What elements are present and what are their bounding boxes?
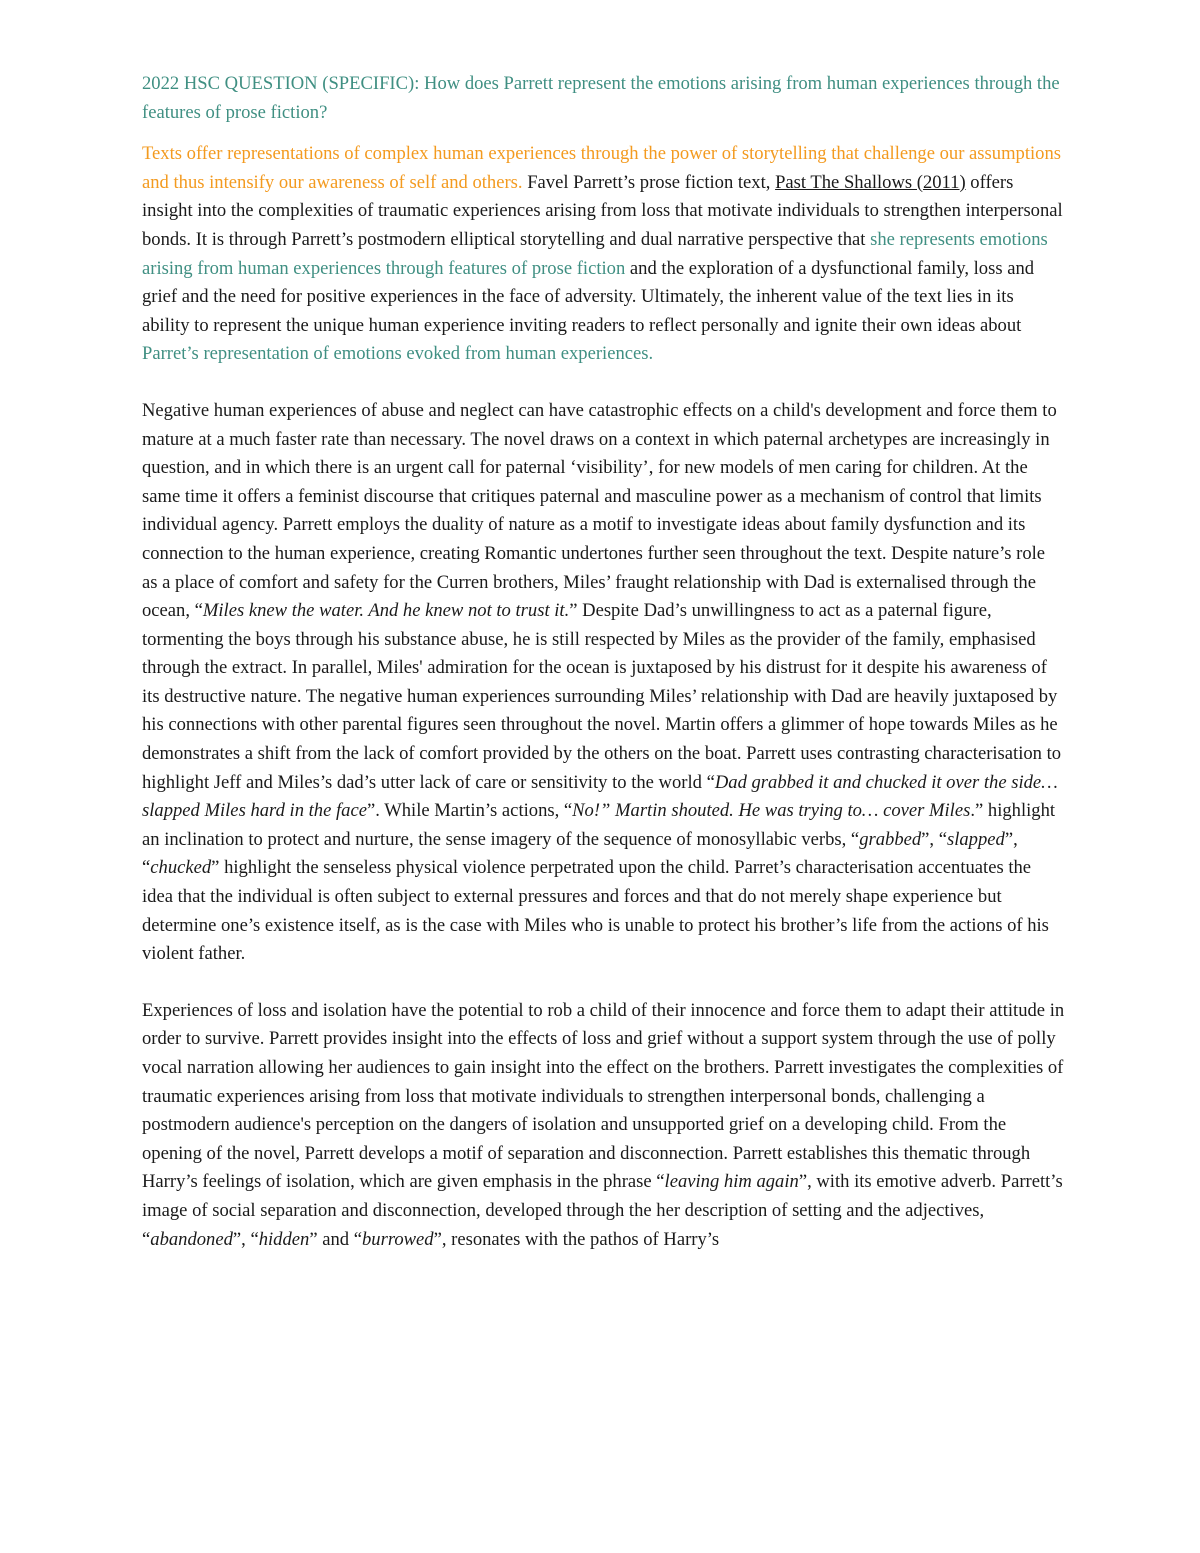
intro-sentence-3: and the exploration of a dysfunctional family, loss and grief and the need for positive experiences in the face of adversity. Ultimately, the inherent value of the text lies in its ability to represent the unique human experience inviting readers to reflect personally and ignite their own ideas about [142, 257, 1035, 336]
body1-text-7: ” highlight the senseless physical violence perpetrated upon the child. Parret’s characterisation accentuates the idea that the individual is often subject to external pressures and forces and that do not merely shape experience but determine one’s existence itself, as is the case with Miles who is unable to protect his brother’s life from the actions of his violent father. [142, 857, 1049, 965]
body2-text-5: ”, resonates with the pathos of Harry’s [433, 1228, 720, 1250]
essay-question: 2022 HSC QUESTION (SPECIFIC): How does Parrett represent the emotions arising from human experiences through the features of prose fiction? [142, 73, 1060, 123]
body2-text-4: ” and “ [309, 1228, 362, 1250]
body2-text-2: ”, with its emotive adverb. Parrett’s image of social separation and disconnection, developed through the her description of setting and the adjectives, “ [142, 1171, 1063, 1250]
body2-quote-4: burrowed [361, 1228, 434, 1250]
body1-text-6: ”, “ [142, 828, 1018, 879]
body2-quote-3: hidden [258, 1228, 310, 1250]
body-paragraph-2 [142, 997, 1065, 1254]
question-highlight-1: she represents emotions arising from human experiences through features of prose fiction [142, 228, 1048, 279]
body2-text-1: Experiences of loss and isolation have the potential to rob a child of their innocence and force them to adapt their attitude in order to survive. Parrett provides insight into the effects of loss and grief without a support system through the use of polly vocal narration allowing her audiences to gain insight into the effect on the brothers. Parrett investigates the complexities of traumatic experiences arising from loss that motivate individuals to strengthen interpersonal bonds, challenging a postmodern audience's perception on the dangers of isolation and unsupported grief on a developing child. From the opening of the novel, Parrett develops a motif of separation and disconnection. Parrett establishes this thematic through Harry’s feelings of isolation, which are given emphasis in the phrase “ [142, 999, 1065, 1193]
body-paragraph-1 [142, 397, 1065, 969]
body1-text-5: ”, “ [921, 828, 947, 850]
text-title: Past The Shallows (2011) [775, 171, 966, 193]
body1-text-2: ” Despite Dad’s unwillingness to act as a paternal figure, tormenting the boys through his substance abuse, he is still respected by Miles as the provider of the family, emphasised through the extract. In parallel, Miles' admiration for the ocean is juxtaposed by his distrust for it despite his awareness of its destructive nature. The negative human experiences surrounding Miles’ relationship with Dad are heavily juxtaposed by his connections with other parental figures seen throughout the novel. Martin offers a glimmer of hope towards Miles as he demonstrates a shift from the lack of comfort provided by the others on the boat. Parrett uses contrasting characterisation to highlight Jeff and Miles’s dad’s utter lack of care or sensitivity to the world “ [142, 600, 1062, 793]
body1-quote-1: Miles knew the water. And he knew not to trust it. [202, 600, 570, 622]
introduction-paragraph [142, 140, 1065, 369]
body1-quote-6: chucked [150, 857, 212, 879]
thesis-highlight: Texts offer representations of complex human experiences through the power of storytelling that challenge our assumptions and thus intensify our awareness of self and others. [142, 143, 1062, 193]
intro-sentence-1: Favel Parrett’s prose fiction text, [522, 171, 776, 193]
body1-text-1: Negative human experiences of abuse and neglect can have catastrophic effects on a child's development and force them to mature at a much faster rate than necessary. The novel draws on a context in which paternal archetypes are increasingly in question, and in which there is an urgent call for paternal ‘visibility’, for new models of men caring for children. At the same time it offers a feminist discourse that critiques paternal and masculine power as a mechanism of control that limits individual agency. Parrett employs the duality of nature as a motif to investigate ideas about family dysfunction and its connection to the human experience, creating Romantic undertones further seen throughout the text. Despite nature’s role as a place of comfort and safety for the Curren brothers, Miles’ fraught relationship with Dad is externalised through the ocean, “ [142, 399, 1057, 622]
body1-text-4: .” highlight an inclination to protect and nurture, the sense imagery of the sequence of monosyllabic verbs, “ [142, 800, 1056, 850]
body2-quote-2: abandoned [150, 1228, 233, 1250]
body1-quote-2: Dad grabbed it and chucked it over the side… slapped Miles hard in the face [142, 771, 1058, 822]
intro-sentence-2: offers insight into the complexities of traumatic experiences arising from loss that motivate individuals to strengthen interpersonal bonds. It is through Parrett’s postmodern elliptical storytelling and dual narrative perspective that [142, 171, 1063, 250]
body1-quote-3: No!” Martin shouted. He was trying to… cover Miles [572, 800, 971, 822]
body1-quote-5: slapped [946, 828, 1005, 850]
body2-text-3: ”, “ [232, 1228, 259, 1250]
body1-quote-4: grabbed [859, 828, 922, 850]
body1-text-3: ”. While Martin’s actions, “ [366, 800, 573, 822]
question-highlight-2: Parret’s representation of emotions evoked from human experiences. [142, 343, 654, 365]
body2-quote-1: leaving him again [664, 1171, 799, 1193]
